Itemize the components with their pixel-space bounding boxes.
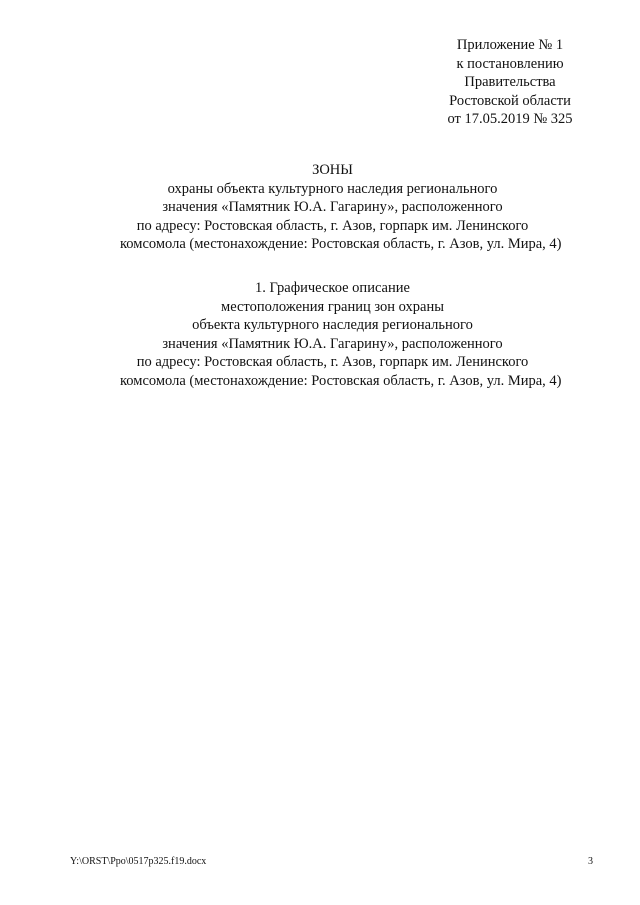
appendix-line: от 17.05.2019 № 325 — [447, 111, 573, 127]
section-heading-line: 1. Графическое описание — [255, 280, 410, 296]
appendix-line: к постановлению — [456, 55, 564, 72]
footer-file-path: Y:\ORST\Ppo\0517p325.f19.docx — [70, 856, 207, 867]
appendix-header — [420, 36, 600, 129]
document-title — [120, 161, 562, 254]
section-heading-line: объекта культурного наследия регионального — [192, 317, 473, 333]
footer-page-number: 3 — [588, 856, 593, 867]
appendix-line: Правительства — [464, 74, 556, 90]
title-line: комсомола (местонахождение: Ростовская область, г. Азов, ул. Мира, 4) — [120, 236, 562, 252]
title-line: ЗОНЫ — [312, 162, 353, 178]
section-heading-line: местоположения границ зон охраны — [221, 298, 444, 315]
appendix-line: Приложение № 1 — [456, 37, 564, 53]
title-line: охраны объекта культурного наследия регионального — [167, 180, 498, 197]
section-heading — [120, 279, 562, 390]
title-line: значения «Памятник Ю.А. Гагарину», расположенного — [162, 199, 503, 215]
section-heading-line: по адресу: Ростовская область, г. Азов, горпарк им. Ленинского — [136, 354, 529, 370]
title-line: по адресу: Ростовская область, г. Азов, горпарк им. Ленинского — [136, 217, 529, 234]
section-heading-line: комсомола (местонахождение: Ростовская область, г. Азов, ул. Мира, 4) — [120, 372, 562, 389]
appendix-line: Ростовской области — [449, 92, 571, 109]
section-heading-line: значения «Памятник Ю.А. Гагарину», расположенного — [162, 335, 503, 352]
